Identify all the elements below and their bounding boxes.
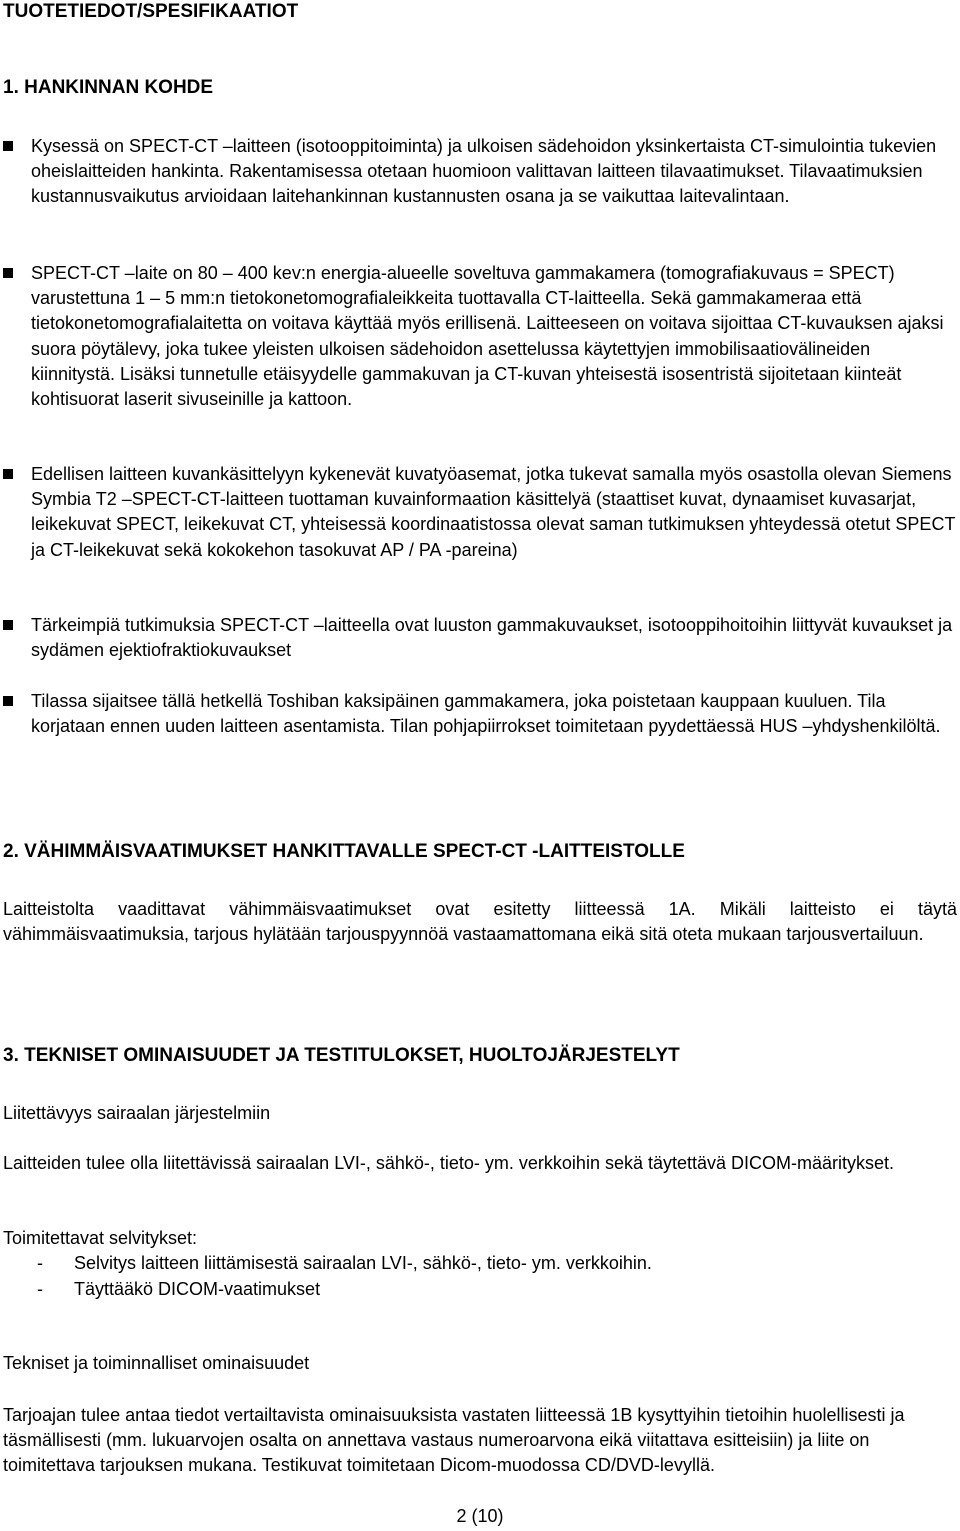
connectivity-subtitle: Liitettävyys sairaalan järjestelmiin <box>3 1103 271 1123</box>
list-item-text: Selvitys laitteen liittämisestä sairaalan LVI-, sähkö-, tieto- ym. verkkoihin. <box>74 1253 652 1273</box>
bullet-text: SPECT-CT –laite on 80 – 400 kev:n energia-alueelle soveltuva gammakamera (tomografiakuvaus = SPECT) varustettuna 1 – 5 mm:n tietokonetomografialeikkeita tuottavalla CT-laitteella. Sekä gammakameraa että tietokonetomografialaitetta on voitava käyttää myös erillisenä. Laitteeseen on voitava sijoittaa CT-kuvauksen ajaksi suora pöytälevy, joka tukee yleisten ulkoisen sädehoidon asettelussa käytettyjen immobilisaatiovälineiden kiinnitystä. Lisäksi tunnetulle etäisyydelle gammakuvan ja CT-kuvan yhteisestä isosentristä sijoitetaan kiinteät kohtisuorat laserit sivuseinille ja kattoon. <box>31 263 944 410</box>
page-number: 2 (10) <box>456 1506 504 1526</box>
section-2-heading: 2. VÄHIMMÄISVAATIMUKSET HANKITTAVALLE SPECT-CT -LAITTEISTOLLE <box>3 841 685 862</box>
list-item-text: Täyttääkö DICOM-vaatimukset <box>74 1279 321 1299</box>
bullet-text: Kysessä on SPECT-CT –laitteen (isotooppitoiminta) ja ulkoisen sädehoidon yksinkertaista CT-simulointia tukevien oheislaitteiden hankinta. Rakentamisessa otetaan huomioon valittavan laitteen tilavaatimukset. Tilavaatimuksien kustannusvaikutus arvioidaan laitehankinnan kustannusten osana ja se vaikuttaa laitevalintaan. <box>31 136 937 207</box>
list-item <box>3 1251 903 1277</box>
dash-bullet: - <box>37 1253 43 1273</box>
list-item <box>3 134 957 210</box>
technical-paragraph: Tarjoajan tulee antaa tiedot vertailtavista ominaisuuksista vastaten liitteessä 1B kysyttyihin tietoihin huolellisesti ja täsmällisesti (mm. lukuarvojen osalta on annettava vastaus numeroarvona eikä viitattava esitteisiin) ja liite on toimitettava tarjouksen mukana. Testikuvat toimitetaan Dicom-muodossa CD/DVD-levyllä. <box>3 1405 905 1476</box>
deliverables-subtitle: Toimitettavat selvitykset: <box>3 1228 198 1248</box>
list-item <box>3 1277 903 1303</box>
bullet-text: Tilassa sijaitsee tällä hetkellä Toshiban kaksipäinen gammakamera, joka poistetaan kauppaan kuuluen. Tila korjataan ennen uuden laitteen asentamista. Tilan pohjapiirrokset toimitetaan pyydettäessä HUS –yhdyshenkilöltä. <box>31 691 941 737</box>
list-item <box>3 689 957 739</box>
square-bullet-icon <box>3 469 13 479</box>
technical-subtitle: Tekniset ja toiminnalliset ominaisuudet <box>3 1353 310 1373</box>
document-title: TUOTETIEDOT/SPESIFIKAATIOT <box>3 1 299 22</box>
bullet-text: Tärkeimpiä tutkimuksia SPECT-CT –laitteella ovat luuston gammakuvaukset, isotooppihoitoihin liittyvät kuvaukset ja sydämen ejektiofraktiokuvaukset <box>31 615 953 661</box>
list-item <box>3 462 957 563</box>
section-1-heading: 1. HANKINNAN KOHDE <box>3 77 214 98</box>
bullet-text: Edellisen laitteen kuvankäsittelyyn kykenevät kuvatyöasemat, jotka tukevat samalla myös osastolla olevan Siemens Symbia T2 –SPECT-CT-laitteen tuottaman kuvainformaation käsittelyä (staattiset kuvat, dynaamiset kuvasarjat, leikekuvat SPECT, leikekuvat CT, yhteisessä koordinaatistossa olevat saman tutkimuksen yhteydessä otetut SPECT ja CT-leikekuvat sekä kokokehon tasokuvat AP / PA -pareina) <box>31 464 956 560</box>
connectivity-paragraph: Laitteiden tulee olla liitettävissä sairaalan LVI-, sähkö-, tieto- ym. verkkoihin sekä täytettävä DICOM-määritykset. <box>3 1153 895 1173</box>
square-bullet-icon <box>3 268 13 278</box>
square-bullet-icon <box>3 696 13 706</box>
dash-bullet: - <box>37 1279 43 1299</box>
list-item <box>3 613 957 663</box>
square-bullet-icon <box>3 620 13 630</box>
deliverables-list <box>3 1251 903 1303</box>
square-bullet-icon <box>3 141 13 151</box>
section-3-heading: 3. TEKNISET OMINAISUUDET JA TESTITULOKSET, HUOLTOJÄRJESTELYT <box>3 1045 680 1066</box>
minimum-requirements-paragraph: Laitteistolta vaadittavat vähimmäisvaatimukset ovat esitetty liitteessä 1A. Mikäli laitteisto ei täytä vähimmäisvaatimuksia, tarjous hylätään tarjouspyynnöä vastaamattomana eikä sitä oteta mukaan tarjousvertailuun. <box>3 899 957 945</box>
list-item <box>3 261 957 412</box>
